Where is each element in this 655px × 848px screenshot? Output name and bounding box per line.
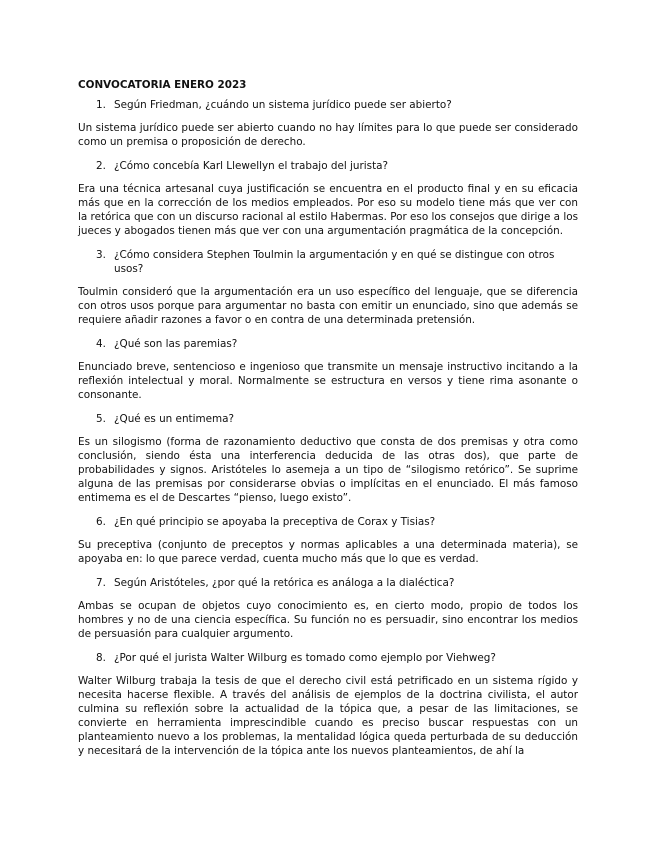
answer-7: Ambas se ocupan de objetos cuyo conocimiento es, en cierto modo, propio de todos los hombres y no de una ciencia específica. Su función no es persuadir, sino encontrar los medios de persuasión para cualquier argumento.: [78, 600, 578, 640]
question-text: ¿Por qué el jurista Walter Wilburg es tomado como ejemplo por Viehweg?: [114, 652, 496, 664]
question-number: 3.: [96, 249, 106, 261]
question-text: ¿En qué principio se apoyaba la preceptiva de Corax y Tisias?: [114, 516, 436, 528]
question-number: 2.: [96, 160, 106, 172]
answer-6: Su preceptiva (conjunto de preceptos y normas aplicables a una determinada materia), se apoyaba en: lo que parece verdad, cuenta mucho más que lo que es verdad.: [78, 539, 578, 565]
answer-2: Era una técnica artesanal cuya justificación se encuentra en el producto final y en su eficacia más que en la corrección de los medios empleados. Por eso su modelo tiene más que ver con la retórica que con un discurso racional al estilo Habermas. Por eso los consejos que dirige a los jueces y abogados tienen más que ver con una argumentación pragmática de la concepción.: [78, 183, 579, 237]
question-4: [78, 337, 578, 351]
document-page: [78, 68, 578, 768]
question-2: [78, 159, 578, 173]
question-number: 8.: [96, 652, 106, 664]
question-text: Según Aristóteles, ¿por qué la retórica es análoga a la dialéctica?: [114, 577, 455, 589]
question-number: 6.: [96, 516, 106, 528]
question-number: 1.: [96, 99, 106, 111]
question-5: [78, 412, 578, 426]
question-number: 7.: [96, 577, 106, 589]
document-title: CONVOCATORIA ENERO 2023: [78, 79, 247, 91]
question-text: ¿Qué es un entimema?: [114, 413, 235, 425]
question-text: ¿Cómo concebía Karl Llewellyn el trabajo del jurista?: [114, 160, 389, 172]
answer-8: Walter Wilburg trabaja la tesis de que el derecho civil está petrificado en un sistema rígido y necesita hacerse flexible. A través del análisis de ejemplos de la doctrina civilista, el autor culmina su reflexión sobre la actualidad de la tópica que, a pesar de las limitaciones, se convierte en herramienta imprescindible cuando es preciso buscar respuestas con un planteamiento nuevo a los problemas, la mentalidad lógica queda perturbada de su deducción y necesitará de la intervención de la tópica ante los nuevos planteamientos, de ahí la: [78, 675, 578, 757]
question-text: Según Friedman, ¿cuándo un sistema jurídico puede ser abierto?: [114, 99, 452, 111]
question-text: ¿Qué son las paremias?: [114, 338, 238, 350]
question-number: 5.: [96, 413, 106, 425]
question-1: [78, 98, 578, 112]
answer-3: Toulmin consideró que la argumentación era un uso específico del lenguaje, que se diferencia con otros usos porque para argumentar no basta con emitir un enunciado, sino que además se requiere añadir razones a favor o en contra de una determinada pretensión.: [78, 286, 578, 326]
question-text: ¿Cómo considera Stephen Toulmin la argumentación y en qué se distingue con otros usos?: [114, 249, 555, 275]
question-3: [78, 248, 578, 276]
question-6: [78, 515, 578, 529]
question-7: [78, 576, 578, 590]
answer-5: Es un silogismo (forma de razonamiento deductivo que consta de dos premisas y otra como conclusión, siendo ésta una interferencia deducida de las otras dos), que parte de probabilidades y signos. Aristóteles lo asemeja a un tipo de “silogismo retórico”. Se suprime alguna de las premisas por considerarse obvias o implícitas en el enunciado. El más famoso entimema es el de Descartes “pienso, luego existo”.: [78, 436, 578, 504]
answer-1: Un sistema jurídico puede ser abierto cuando no hay límites para lo que puede ser considerado como un premisa o proposición de derecho.: [78, 122, 578, 148]
question-8: [78, 651, 578, 665]
answer-4: Enunciado breve, sentencioso e ingenioso que transmite un mensaje instructivo incitando a la reflexión intelectual y moral. Normalmente se estructura en versos y tiene rima asonante o consonante.: [78, 361, 578, 401]
question-number: 4.: [96, 338, 106, 350]
